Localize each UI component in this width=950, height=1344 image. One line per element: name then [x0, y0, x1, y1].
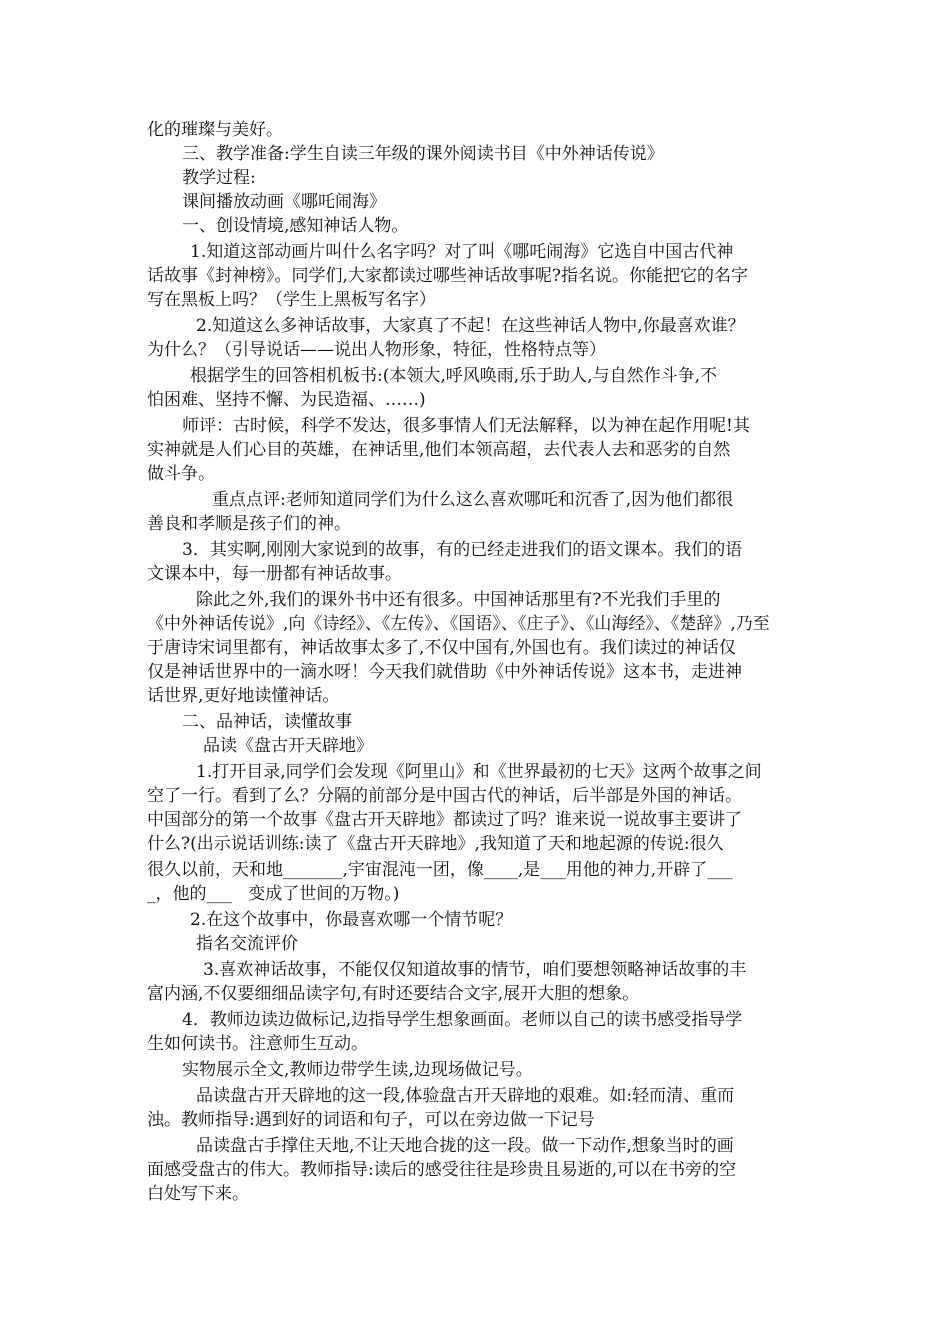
text-line-content: 品读《盘古开天辟地》	[203, 736, 373, 756]
text-line-content: 面感受盘古的伟大。教师指导:读后的感受往往是珍贵且易逝的,可以在书旁的空	[147, 1160, 737, 1180]
text-line	[182, 1009, 836, 1031]
text-line-content: 一、创设情境,感知神话人物。	[182, 216, 409, 236]
text-line	[147, 883, 836, 905]
text-line	[190, 365, 836, 387]
text-line-content: 富内涵,不仅要细细品读字句,有时还要结合文字,展开大胆的想象。	[147, 984, 640, 1004]
text-line-content: 3．其实啊,刚刚大家说到的故事，有的已经走进我们的语文课本。我们的语	[182, 540, 743, 560]
text-line	[190, 909, 836, 931]
text-line-content: 《中外神话传说》,向《诗经》、《左传》、《国语》、《庄子》、《山海经》、《楚辞》,乃至	[147, 614, 770, 634]
text-line	[196, 933, 836, 955]
text-line	[147, 439, 836, 461]
text-line	[182, 215, 836, 237]
text-line	[147, 463, 836, 485]
text-line	[182, 191, 836, 213]
text-line-content: 话故事《封神榜》。同学们,大家都读过哪些神话故事呢?指名说。你能把它的名字	[147, 266, 749, 286]
text-line-content: 1.打开目录,同学们会发现《阿里山》和《世界最初的七天》这两个故事之间	[196, 762, 762, 782]
text-line-content: 品读盘古手撑住天地,不让天地合拢的这一段。做一下动作,想象当时的画	[196, 1136, 734, 1156]
text-line	[147, 833, 836, 855]
text-line-content: 1.知道这部动画片叫什么名字吗？对了叫《哪吒闹海》它选自中国古代神	[190, 242, 734, 262]
text-line-content: 中国部分的第一个故事《盘古开天辟地》都读过了吗？谁来说一说故事主要讲了	[147, 810, 742, 830]
text-line	[147, 983, 836, 1005]
text-line-content: 做斗争。	[147, 464, 215, 484]
text-line	[203, 959, 836, 981]
text-line	[147, 389, 836, 411]
text-line	[190, 241, 836, 263]
text-line	[147, 289, 836, 311]
text-line-content: 除此之外,我们的课外书中还有很多。中国神话那里有?不光我们手里的	[196, 590, 721, 610]
text-line	[147, 859, 836, 881]
text-line-content: 化的璀璨与美好。	[147, 120, 283, 140]
text-line	[182, 711, 836, 733]
text-line-content: _，他的___ 变成了世间的万物。)	[147, 884, 400, 904]
text-line-content: 很久以前，天和地_______,宇宙混沌一团，像____,是___用他的神力,开辟了___	[147, 860, 733, 880]
text-line	[147, 661, 836, 683]
text-line	[182, 415, 836, 437]
text-line	[182, 167, 836, 189]
text-line-content: 于唐诗宋词里都有，神话故事太多了,不仅中国有,外国也有。我们读过的神话仅	[147, 638, 736, 658]
text-line-content: 浊。教师指导:遇到好的词语和句子，可以在旁边做一下记号	[147, 1110, 595, 1130]
text-line-content: 品读盘古开天辟地的这一段,体验盘古开天辟地的艰难。如:轻而清、重而	[196, 1086, 735, 1106]
text-line-content: 师评：古时候，科学不发达，很多事情人们无法解释，以为神在起作用呢!其	[182, 416, 750, 436]
text-line-content: 4．教师边读边做标记,边指导学生想象画面。老师以自己的读书感受指导学	[182, 1010, 743, 1030]
text-line	[196, 315, 836, 337]
text-line-content: 3.喜欢神话故事，不能仅仅知道故事的情节，咱们要想领略神话故事的丰	[203, 960, 747, 980]
text-line	[147, 1159, 836, 1181]
text-line	[182, 539, 836, 561]
text-line	[147, 785, 836, 807]
text-line	[147, 1183, 836, 1205]
text-line-content: 教学过程:	[182, 168, 256, 188]
text-line-content: 为什么？（引导说话——说出人物形象，特征，性格特点等）	[147, 340, 606, 360]
text-line	[196, 761, 836, 783]
text-line-content: 空了一行。看到了么？分隔的前部分是中国古代的神话，后半部是外国的神话。	[147, 786, 742, 806]
text-line-content: 实物展示全文,教师边带学生读,边现场做记号。	[182, 1060, 533, 1080]
text-line-content: 怕困难、坚持不懈、为民造福、……)	[147, 390, 426, 410]
text-line	[147, 809, 836, 831]
text-line-content: 仅是神话世界中的一滴水呀！今天我们就借助《中外神话传说》这本书，走进神	[147, 662, 742, 682]
text-line-content: 白处写下来。	[147, 1184, 249, 1204]
text-line-content: 课间播放动画《哪吒闹海》	[182, 192, 386, 212]
text-line	[196, 1135, 836, 1157]
text-line-content: 善良和孝顺是孩子们的神。	[147, 514, 351, 534]
text-line-content: 二、品神话，读懂故事	[182, 712, 352, 732]
text-line	[212, 489, 836, 511]
text-line	[147, 1109, 836, 1131]
text-line	[147, 685, 836, 707]
text-line-content: 写在黑板上吗？（学生上黑板写名字）	[147, 290, 436, 310]
text-line	[147, 265, 836, 287]
text-line-content: 2.知道这么多神话故事，大家真了不起！在这些神话人物中,你最喜欢谁？	[196, 316, 745, 336]
text-line	[147, 613, 836, 635]
text-line	[147, 563, 836, 585]
text-line	[147, 637, 836, 659]
text-line	[182, 143, 836, 165]
text-line	[196, 1085, 836, 1107]
text-line	[147, 119, 836, 141]
text-line-content: 什么?(出示说话训练:读了《盘古开天辟地》,我知道了天和地起源的传说:很久	[147, 834, 724, 854]
text-line-content: 2.在这个故事中，你最喜欢哪一个情节呢？	[190, 910, 513, 930]
text-line-content: 重点点评:老师知道同学们为什么这么喜欢哪吒和沉香了,因为他们都很	[212, 490, 734, 510]
text-line	[203, 735, 836, 757]
text-line-content: 实神就是人们心目的英雄，在神话里,他们本领高超，去代表人去和恶劣的自然	[147, 440, 731, 460]
text-line-content: 文课本中，每一册都有神话故事。	[147, 564, 402, 584]
text-line-content: 根据学生的回答相机板书:(本领大,呼风唤雨,乐于助人,与自然作斗争,不	[190, 366, 717, 386]
text-line	[182, 1059, 836, 1081]
text-line-content: 三、教学准备:学生自读三年级的课外阅读书目《中外神话传说》	[182, 144, 664, 164]
text-line-content: 生如何读书。注意师生互动。	[147, 1034, 368, 1054]
text-line-content: 话世界,更好地读懂神话。	[147, 686, 340, 706]
text-line	[196, 589, 836, 611]
text-line-content: 指名交流评价	[196, 934, 298, 954]
text-line	[147, 513, 836, 535]
text-line	[147, 339, 836, 361]
text-line	[147, 1033, 836, 1055]
